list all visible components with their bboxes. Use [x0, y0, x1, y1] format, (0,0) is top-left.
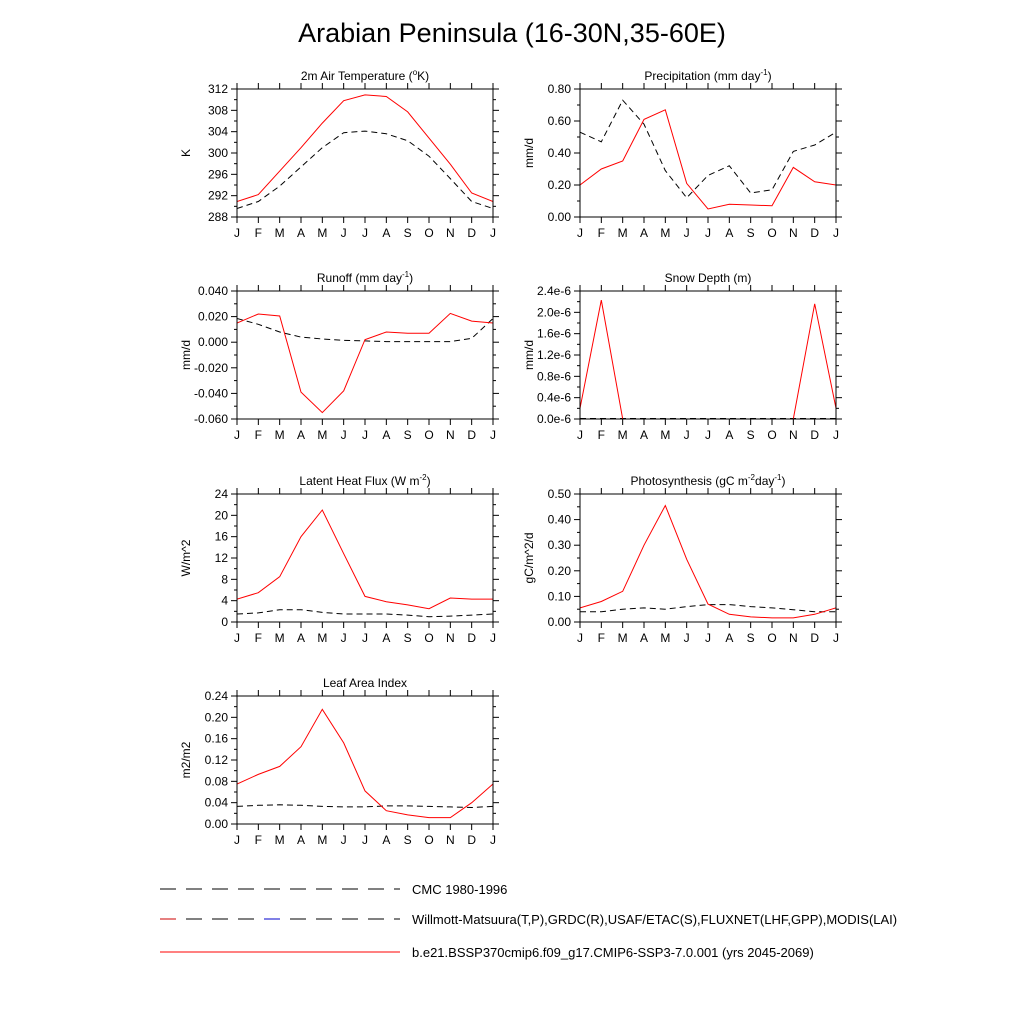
- chart-title: [323, 676, 407, 690]
- chart-panel-7: [179, 676, 499, 847]
- chart-title: [665, 271, 752, 285]
- chart-title-part: ): [767, 69, 772, 83]
- legend-item-model: [160, 945, 814, 960]
- chart-panel-2: [522, 68, 842, 240]
- x-tick-label: J: [833, 631, 839, 645]
- chart-legend: [160, 882, 897, 960]
- x-tick-label: M: [617, 631, 628, 645]
- x-tick-label: D: [810, 428, 820, 442]
- x-tick-label: J: [683, 226, 690, 240]
- x-tick-label: N: [445, 833, 455, 847]
- x-tick-label: A: [382, 631, 391, 645]
- series-line-model: [580, 506, 836, 618]
- x-tick-label: J: [833, 226, 839, 240]
- x-tick-label: A: [639, 226, 649, 240]
- y-tick-label: 2.0e-6: [536, 305, 571, 320]
- y-tick-label: 0.08: [204, 774, 228, 789]
- x-tick-label: N: [788, 226, 798, 240]
- legend-label-obs: Willmott-Matsuura(T,P),GRDC(R),USAF/ETAC(S),FLUXNET(LHF,GPP),MODIS(LAI): [412, 912, 898, 927]
- x-tick-label: S: [746, 226, 755, 240]
- y-tick-label: 0.60: [547, 114, 571, 128]
- x-tick-label: J: [234, 833, 240, 847]
- x-tick-label: J: [577, 428, 583, 442]
- x-tick-label: N: [445, 226, 455, 240]
- x-tick-label: S: [746, 428, 755, 442]
- x-tick-label: J: [362, 631, 368, 645]
- chart-title-superscript: -2: [747, 473, 756, 482]
- x-tick-label: M: [317, 833, 328, 847]
- x-tick-label: F: [254, 631, 263, 645]
- x-tick-label: N: [445, 631, 455, 645]
- series-line-model: [580, 300, 836, 419]
- x-tick-label: D: [810, 631, 820, 645]
- x-tick-label: M: [317, 631, 328, 645]
- plot-frame: [237, 89, 493, 217]
- x-tick-label: A: [382, 226, 391, 240]
- plot-frame: [580, 291, 836, 419]
- x-tick-label: D: [810, 226, 820, 240]
- y-axis-label: mm/d: [179, 340, 193, 370]
- x-tick-label: A: [296, 833, 306, 847]
- series-line-observed: [580, 605, 836, 612]
- chart-panel-6: [522, 473, 842, 645]
- x-tick-label: A: [382, 428, 391, 442]
- chart-title-part: Latent Heat Flux (W m: [299, 474, 420, 488]
- chart-title: [299, 473, 430, 488]
- y-tick-label: 0.30: [547, 538, 571, 553]
- y-axis-label: m2/m2: [179, 741, 193, 779]
- x-tick-label: F: [597, 226, 606, 240]
- x-tick-label: N: [445, 428, 455, 442]
- y-tick-label: 0.16: [204, 731, 228, 746]
- x-tick-label: M: [660, 226, 671, 240]
- y-tick-label: 0.4e-6: [536, 390, 571, 405]
- x-tick-label: F: [597, 428, 606, 442]
- x-tick-label: M: [660, 631, 671, 645]
- x-tick-label: J: [705, 631, 711, 645]
- y-tick-label: 0.20: [204, 710, 228, 725]
- x-tick-label: A: [725, 428, 734, 442]
- y-tick-label: 24: [214, 487, 228, 501]
- x-tick-label: A: [725, 631, 734, 645]
- series-line-model: [580, 110, 836, 209]
- x-tick-label: A: [296, 428, 306, 442]
- x-tick-label: J: [683, 428, 690, 442]
- x-tick-label: M: [274, 833, 285, 847]
- chart-title: [301, 68, 429, 83]
- x-tick-label: N: [788, 428, 798, 442]
- x-tick-label: M: [317, 428, 328, 442]
- x-tick-label: M: [660, 428, 671, 442]
- x-tick-label: J: [577, 631, 583, 645]
- x-tick-label: A: [725, 226, 734, 240]
- x-tick-label: O: [424, 226, 434, 240]
- x-tick-label: J: [577, 226, 583, 240]
- chart-title-part: ): [409, 271, 414, 285]
- y-tick-label: 300: [207, 146, 228, 160]
- y-tick-label: 296: [207, 167, 228, 182]
- chart-title: [317, 270, 413, 285]
- y-tick-label: 312: [207, 82, 228, 96]
- y-tick-label: 0.04: [204, 795, 228, 810]
- chart-panel-3: [179, 270, 499, 442]
- chart-title-superscript: -1: [774, 473, 782, 482]
- legend-label-model: b.e21.BSSP370cmip6.f09_g17.CMIP6-SSP3-7.0.001 (yrs 2045-2069): [412, 945, 814, 960]
- y-tick-label: 0.10: [547, 589, 571, 604]
- series-line-observed: [237, 805, 493, 808]
- y-tick-label: 0.40: [547, 146, 571, 160]
- y-tick-label: 0.50: [547, 487, 571, 501]
- x-tick-label: D: [467, 631, 477, 645]
- chart-title-superscript: -1: [402, 270, 410, 279]
- x-tick-label: A: [639, 631, 649, 645]
- y-tick-label: 1.2e-6: [536, 348, 571, 362]
- x-tick-label: J: [490, 428, 496, 442]
- chart-title-part: Photosynthesis (gC m: [630, 474, 748, 488]
- x-tick-label: M: [617, 428, 628, 442]
- x-tick-label: S: [403, 428, 412, 442]
- plot-frame: [237, 291, 493, 419]
- y-tick-label: 292: [207, 188, 228, 203]
- series-line-model: [237, 510, 493, 609]
- x-tick-label: J: [234, 428, 240, 442]
- y-tick-label: 288: [207, 210, 228, 224]
- x-tick-label: J: [705, 226, 711, 240]
- x-tick-label: J: [683, 631, 690, 645]
- x-tick-label: O: [767, 428, 777, 442]
- x-tick-label: J: [362, 833, 368, 847]
- x-tick-label: D: [467, 833, 477, 847]
- x-tick-label: S: [746, 631, 755, 645]
- y-tick-label: 0.24: [204, 689, 228, 703]
- chart-title-part: day: [755, 474, 775, 488]
- y-tick-label: 20: [214, 508, 228, 523]
- y-tick-label: 0.12: [204, 753, 228, 767]
- y-tick-label: 0.40: [547, 512, 571, 527]
- x-tick-label: S: [403, 833, 412, 847]
- y-tick-label: 304: [207, 124, 228, 139]
- x-tick-label: S: [403, 226, 412, 240]
- y-tick-label: 0.8e-6: [536, 369, 571, 384]
- plot-frame: [237, 494, 493, 622]
- x-tick-label: O: [767, 226, 777, 240]
- x-tick-label: S: [403, 631, 412, 645]
- plot-frame: [237, 696, 493, 824]
- y-tick-label: 0.040: [197, 284, 228, 298]
- plot-frame: [580, 494, 836, 622]
- y-tick-label: 4: [221, 593, 228, 608]
- x-tick-label: F: [254, 226, 263, 240]
- x-tick-label: A: [296, 226, 306, 240]
- chart-title-part: Precipitation (mm day: [644, 69, 761, 83]
- chart-title-part: Runoff (mm day: [316, 271, 403, 285]
- chart-title-superscript: -2: [419, 473, 427, 482]
- x-tick-label: O: [767, 631, 777, 645]
- chart-panel-5: [179, 473, 499, 645]
- x-tick-label: M: [274, 226, 285, 240]
- y-tick-label: 0.00: [204, 817, 228, 831]
- chart-title-part: Snow Depth (m): [664, 271, 752, 285]
- chart-title: [644, 68, 771, 83]
- y-tick-label: 0.020: [197, 309, 228, 324]
- x-tick-label: O: [424, 833, 434, 847]
- series-line-observed: [237, 319, 493, 342]
- y-tick-label: -0.020: [193, 360, 228, 375]
- x-tick-label: D: [467, 428, 477, 442]
- legend-item-cmc: [160, 882, 507, 897]
- y-tick-label: 0.00: [547, 210, 571, 224]
- x-tick-label: J: [234, 631, 240, 645]
- x-tick-label: J: [362, 428, 368, 442]
- y-tick-label: 0: [221, 615, 228, 629]
- x-tick-label: O: [424, 428, 434, 442]
- chart-title-part: Leaf Area Index: [322, 676, 408, 690]
- series-line-model: [237, 709, 493, 817]
- y-axis-label: K: [179, 148, 193, 158]
- y-tick-label: 0.20: [547, 178, 571, 192]
- x-tick-label: O: [424, 631, 434, 645]
- x-tick-label: A: [382, 833, 391, 847]
- y-axis-label: mm/d: [522, 340, 536, 370]
- x-tick-label: M: [317, 226, 328, 240]
- y-tick-label: 308: [207, 103, 228, 118]
- chart-panels: [179, 68, 842, 847]
- x-tick-label: M: [274, 631, 285, 645]
- x-tick-label: J: [234, 226, 240, 240]
- x-tick-label: N: [788, 631, 798, 645]
- legend-label-cmc: CMC 1980-1996: [412, 882, 508, 897]
- x-tick-label: D: [467, 226, 477, 240]
- chart-title-superscript: o: [412, 68, 418, 77]
- chart-title-part: ): [426, 474, 431, 488]
- x-tick-label: M: [274, 428, 285, 442]
- x-tick-label: A: [639, 428, 649, 442]
- legend-item-obs: [160, 912, 897, 927]
- y-tick-label: 0.80: [547, 82, 571, 96]
- y-tick-label: 1.6e-6: [536, 326, 571, 341]
- page-title: Arabian Peninsula (16-30N,35-60E): [298, 18, 726, 48]
- y-tick-label: 2.4e-6: [536, 284, 571, 298]
- chart-title-part: 2m Air Temperature (: [300, 69, 413, 83]
- y-tick-label: -0.060: [193, 412, 228, 426]
- y-tick-label: 0.20: [547, 563, 571, 578]
- chart-panel-1: [179, 68, 499, 240]
- x-tick-label: J: [833, 428, 839, 442]
- x-tick-label: J: [490, 631, 496, 645]
- y-axis-label: W/m^2: [179, 539, 193, 577]
- series-line-model: [237, 95, 493, 202]
- x-tick-label: M: [617, 226, 628, 240]
- x-tick-label: F: [597, 631, 606, 645]
- chart-panel-4: [522, 271, 842, 442]
- x-tick-label: J: [490, 833, 496, 847]
- x-tick-label: J: [705, 428, 711, 442]
- x-tick-label: J: [340, 428, 347, 442]
- x-tick-label: A: [296, 631, 306, 645]
- chart-title: [631, 473, 786, 488]
- y-axis-label: mm/d: [522, 138, 536, 168]
- x-tick-label: J: [340, 631, 347, 645]
- y-tick-label: 0.000: [197, 335, 228, 350]
- series-line-observed: [237, 610, 493, 617]
- y-tick-label: 12: [214, 551, 228, 565]
- y-axis-label: gC/m^2/d: [522, 532, 536, 584]
- x-tick-label: J: [340, 833, 347, 847]
- y-tick-label: 8: [221, 572, 228, 587]
- y-tick-label: -0.040: [193, 386, 228, 401]
- y-tick-label: 0.0e-6: [536, 412, 571, 426]
- series-line-observed: [580, 100, 836, 198]
- chart-title-part: K): [417, 69, 430, 83]
- series-line-model: [237, 313, 493, 412]
- x-tick-label: J: [362, 226, 368, 240]
- chart-title-part: ): [781, 474, 786, 488]
- x-tick-label: F: [254, 428, 263, 442]
- chart-title-superscript: -1: [760, 68, 768, 77]
- x-tick-label: J: [340, 226, 347, 240]
- x-tick-label: J: [490, 226, 496, 240]
- x-tick-label: F: [254, 833, 263, 847]
- y-tick-label: 0.00: [547, 615, 571, 629]
- y-tick-label: 16: [214, 529, 228, 544]
